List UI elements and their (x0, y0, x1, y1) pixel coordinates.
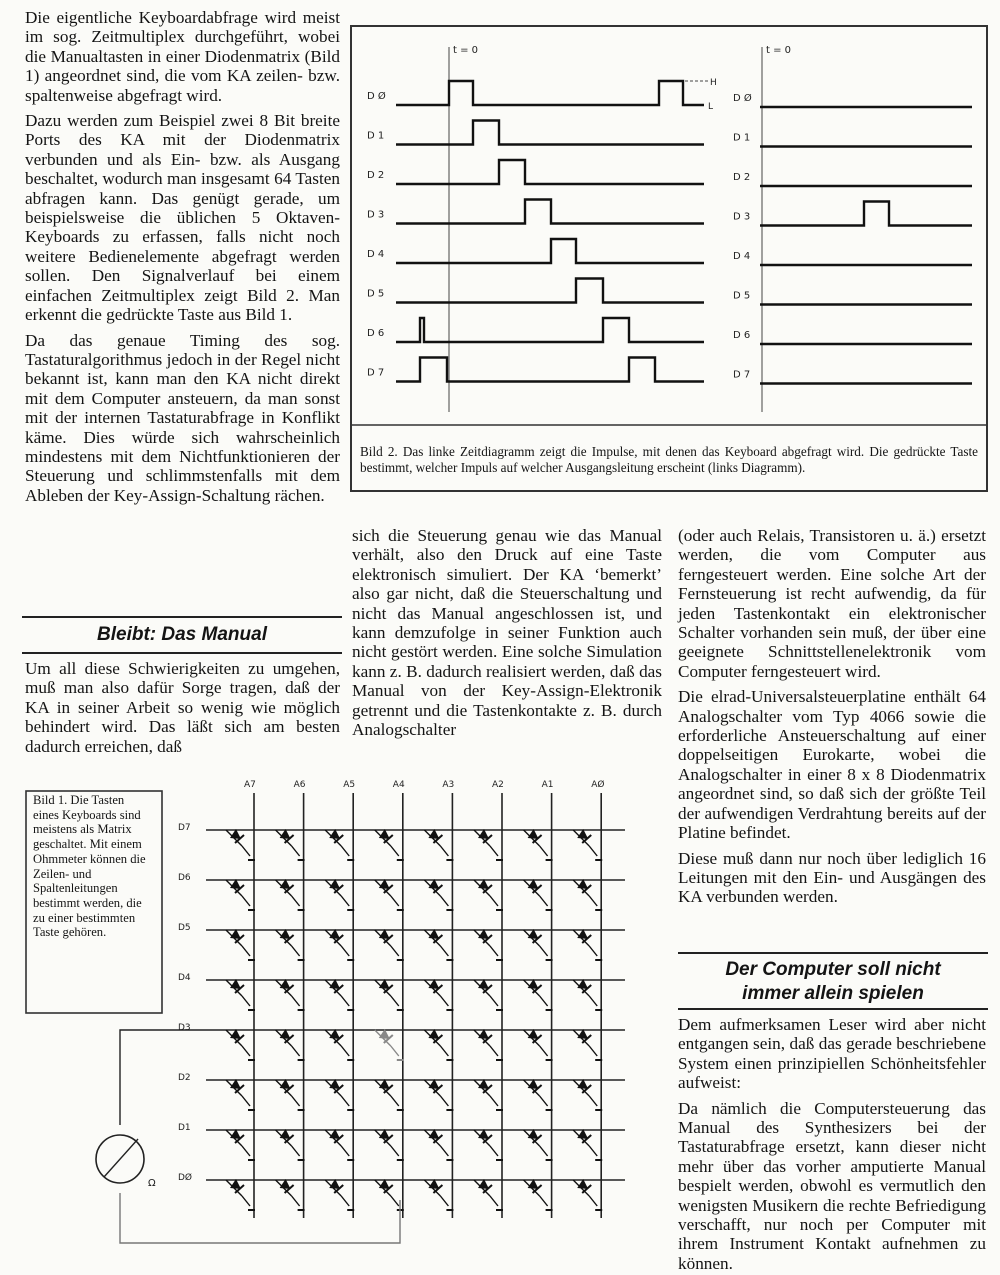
paragraph: Um all diese Schwierigkeiten zu umgehen, muß man also dafür Sorge tragen, daß der KA in seiner Arbeit so wenig wie möglich behindert wird. Das läßt sich am besten dadurch erreichen, daß (25, 659, 340, 756)
switch-lever (341, 1096, 349, 1106)
matrix-key (276, 1079, 305, 1110)
row-label: D7 (178, 823, 191, 833)
matrix-key (573, 1029, 602, 1060)
matrix-key (226, 979, 255, 1010)
paragraph: Die eigentliche Keyboardabfrage wird meist im sog. Zeitmultiplex durchgeführt, wobei die Manualtasten in einer Diodenmatrix (Bild 1) angeordnet sind, die vom KA zeilen- bzw. spaltenweise abgefragt wird. (25, 8, 340, 105)
switch-lever (341, 896, 349, 906)
matrix-key (276, 1179, 305, 1210)
column-1-text (25, 8, 340, 505)
switch-lever (292, 846, 300, 856)
meter-wire (120, 1030, 206, 1125)
line-label: D 5 (367, 288, 385, 300)
line-label: D 2 (733, 172, 751, 183)
line-label: D 1 (367, 130, 385, 142)
switch-lever (440, 946, 448, 956)
heading-rule-top (22, 616, 342, 618)
matrix-key (524, 929, 553, 960)
ohm-symbol: Ω (148, 1178, 156, 1189)
switch-lever (540, 846, 548, 856)
line-label: D 7 (733, 369, 751, 381)
matrix-key (226, 879, 255, 910)
switch-lever (490, 1196, 498, 1206)
switch-lever (440, 1196, 448, 1206)
matrix-key (375, 929, 404, 960)
paragraph: Dem aufmerksamen Leser wird aber nicht entgangen sein, daß das gerade beschriebene System einen prinzipiellen Schönheitsfehler aufweist: (678, 1015, 986, 1093)
switch-lever (440, 896, 448, 906)
switch-lever (292, 946, 300, 956)
signal-trace (396, 160, 704, 184)
row-label: D6 (178, 873, 191, 883)
matrix-key (424, 1179, 453, 1210)
switch-lever (540, 1196, 548, 1206)
switch-lever (341, 946, 349, 956)
matrix-key (276, 929, 305, 960)
matrix-key (474, 879, 503, 910)
section-heading: Bleibt: Das Manual (97, 624, 267, 645)
switch-lever (242, 1196, 250, 1206)
switch-lever (589, 1046, 597, 1056)
matrix-key (573, 879, 602, 910)
figure-2-timing-diagram (350, 25, 988, 492)
signal-trace (396, 318, 704, 342)
switch-lever (341, 1146, 349, 1156)
switch-lever (292, 1196, 300, 1206)
matrix-key (226, 1079, 255, 1110)
paragraph: Diese muß dann nur noch über lediglich 16 Leitungen mit den Ein- und Ausgängen des KA verbunden werden. (678, 848, 986, 907)
column-label: A6 (293, 780, 306, 790)
switch-lever (589, 1196, 597, 1206)
high-label: H (710, 78, 717, 88)
line-label: D 5 (733, 290, 751, 302)
row-label: DØ (178, 1173, 193, 1183)
column-1-continued (25, 659, 340, 756)
row-label: D5 (178, 923, 191, 933)
matrix-key (325, 879, 354, 910)
matrix-key (424, 879, 453, 910)
matrix-key (226, 929, 255, 960)
section-heading-line: immer allein spielen (742, 983, 924, 1004)
signal-trace (396, 200, 704, 224)
signal-trace (396, 121, 704, 145)
switch-lever (242, 946, 250, 956)
line-label: D 2 (367, 170, 385, 181)
matrix-key (474, 1079, 503, 1110)
switch-lever (391, 846, 399, 856)
matrix-key (276, 879, 305, 910)
figure-2-caption: Bild 2. Das linke Zeitdiagramm zeigt die Impulse, mit denen das Keyboard abgefragt wird. Die gedrückte Taste bestimmt, welcher Impuls auf welcher Ausgangsleitung erscheint (links Diagramm). (360, 444, 978, 475)
line-label: D 3 (367, 209, 385, 221)
switch-lever (490, 1046, 498, 1056)
switch-lever (589, 996, 597, 1006)
column-2-text (352, 526, 662, 739)
line-label: D 3 (733, 211, 751, 223)
section-heading (678, 958, 988, 1006)
heading-rule-bottom (22, 652, 342, 654)
column-label: A2 (492, 780, 504, 790)
switch-lever (391, 1096, 399, 1106)
low-label: L (708, 102, 714, 112)
matrix-key (424, 979, 453, 1010)
matrix-key (325, 929, 354, 960)
matrix-key (573, 1179, 602, 1210)
switch-lever (391, 996, 399, 1006)
switch-lever (341, 1046, 349, 1056)
line-label: D 4 (367, 249, 385, 260)
paragraph: Die elrad-Universalsteuerplatine enthält 64 Analogschalter vom Typ 4066 sowie die erforderliche Ansteuerschaltung auf einer doppelseitigen Eurokarte, wobei die Analogschalter in einer 8 x 8 Diodenmatrix angeordnet sind, so daß sich der größte Teil der aufwendigen Verdrahtung bereits auf der Platine befindet. (678, 687, 986, 843)
matrix-key (276, 1129, 305, 1160)
line-label: D 6 (733, 330, 751, 341)
signal-trace (396, 279, 704, 303)
matrix-key (375, 1029, 404, 1060)
switch-lever (292, 1146, 300, 1156)
column-3-continued (678, 1015, 986, 1273)
matrix-key (424, 1079, 453, 1110)
switch-lever (391, 1196, 399, 1206)
matrix-key (524, 829, 553, 860)
switch-lever (292, 1046, 300, 1056)
switch-lever (490, 946, 498, 956)
switch-lever (292, 996, 300, 1006)
paragraph: (oder auch Relais, Transistoren u. ä.) ersetzt werden, die vom Computer aus ferngesteuert werden. Eine solche Art der Fernsteuerung ist recht aufwendig, da für jeden Tastenkontakt ein elektronischer Schalter vorhanden sein muß, der über eine geeignete Schnittstellenelektronik vom Computer ferngesteuert wird. (678, 526, 986, 681)
timing-diagram-svg (352, 27, 986, 437)
column-label: A7 (244, 780, 256, 790)
matrix-key (325, 1179, 354, 1210)
signal-trace (396, 239, 704, 263)
matrix-key (474, 1029, 503, 1060)
row-label: D3 (178, 1023, 191, 1033)
matrix-key (375, 1079, 404, 1110)
matrix-key (226, 1029, 255, 1060)
row-label: D1 (178, 1123, 191, 1133)
switch-lever (391, 896, 399, 906)
switch-lever (242, 896, 250, 906)
matrix-key (573, 1079, 602, 1110)
matrix-key (424, 829, 453, 860)
switch-lever (440, 846, 448, 856)
matrix-key (424, 929, 453, 960)
switch-lever (242, 1046, 250, 1056)
switch-lever (440, 1146, 448, 1156)
matrix-key (524, 1029, 553, 1060)
matrix-key (524, 1079, 553, 1110)
switch-lever (540, 1146, 548, 1156)
signal-trace (396, 358, 704, 382)
matrix-key (474, 929, 503, 960)
switch-lever (540, 996, 548, 1006)
signal-trace (760, 202, 972, 226)
column-label: A4 (392, 780, 405, 790)
switch-lever (589, 1146, 597, 1156)
signal-trace (396, 81, 704, 105)
paragraph: Dazu werden zum Beispiel zwei 8 Bit breite Ports des KA mit der Diodenmatrix verbunden und als Ein- bzw. als Ausgang beschaltet, wodurch man insgesamt 64 Tasten abfragen kann. Das genügt gerade, um beispielsweise die üblichen 5 Oktaven-Keyboards zu erfassen, falls nicht noch weitere Bedienelemente abgefragt werden sollen. Den Signalverlauf bei einem einfachen Zeitmultiplex zeigt Bild 2. Man erkennt die gedrückte Taste aus Bild 1. (25, 111, 340, 325)
figure-1-caption: Bild 1. Die Tasten eines Keyboards sind meistens als Matrix geschaltet. Mit einem Ohmmeter können die Zeilen- und Spaltenleitungen bestimmt werden, die zu einer bestimmten Taste gehören. (33, 793, 146, 940)
switch-lever (490, 1146, 498, 1156)
matrix-key (276, 1029, 305, 1060)
matrix-key (524, 879, 553, 910)
matrix-key (573, 929, 602, 960)
column-label: AØ (591, 780, 605, 790)
line-label: D 1 (733, 132, 751, 144)
switch-lever (540, 1046, 548, 1056)
matrix-key (573, 1129, 602, 1160)
matrix-key (474, 1179, 503, 1210)
matrix-key (474, 1129, 503, 1160)
matrix-key (573, 829, 602, 860)
paragraph: Da nämlich die Computersteuerung das Manual des Synthesizers bei der Tastaturabfrage ersetzt, kann dieser nicht mehr über das vorher amputierte Manual bespielt werden, obwohl es vermutlich den wenigsten Musikern die rechte Befriedigung verschafft, nur noch per Computer mit ihrem Instrument Kontakt aufnehmen zu können. (678, 1098, 986, 1273)
switch-lever (490, 996, 498, 1006)
paragraph: Da das genaue Timing des sog. Tastaturalgorithmus jedoch in der Regel nicht bekannt ist, kann man den KA nicht direkt mit dem Computer ansteuern, da man sonst mit der internen Tastaturabfrage in Konflikt käme. Dies würde sich wahrscheinlich mindestens mit dem Nichtfunktionieren der Steuerung und schlimmstenfalls mit dem Ableben der Key-Assign-Schaltung rächen. (25, 330, 340, 505)
matrix-key (524, 979, 553, 1010)
matrix-key (325, 1029, 354, 1060)
matrix-key (474, 979, 503, 1010)
matrix-key (375, 1129, 404, 1160)
switch-lever (589, 1096, 597, 1106)
switch-lever (490, 846, 498, 856)
matrix-key (424, 1029, 453, 1060)
matrix-key (325, 1129, 354, 1160)
row-label: D4 (178, 973, 191, 983)
line-label: D 6 (367, 328, 385, 339)
matrix-key (573, 979, 602, 1010)
matrix-key (474, 829, 503, 860)
column-label: A1 (541, 780, 554, 790)
row-label: D2 (178, 1073, 191, 1083)
matrix-key (524, 1129, 553, 1160)
switch-lever (440, 996, 448, 1006)
switch-lever (242, 996, 250, 1006)
switch-lever (589, 896, 597, 906)
switch-lever (540, 896, 548, 906)
switch-lever (341, 846, 349, 856)
matrix-key (424, 1129, 453, 1160)
switch-lever (292, 896, 300, 906)
meter-wire (120, 1193, 400, 1243)
switch-lever (490, 1096, 498, 1106)
matrix-key (226, 829, 255, 860)
switch-lever (540, 946, 548, 956)
switch-lever (391, 1046, 399, 1056)
ohmmeter-needle (104, 1139, 138, 1177)
matrix-key (325, 979, 354, 1010)
line-label: D 7 (367, 367, 385, 379)
matrix-key (276, 979, 305, 1010)
paragraph: sich die Steuerung genau wie das Manual verhält, also den Druck auf eine Taste elektronisch simuliert. Der KA ‘bemerkt’ also gar nicht, daß die Steuerschaltung und nicht das Manual angeschlossen ist, und kann demzufolge in seiner Funktion auch nicht gestört werden. Eine solche Simulation kann z. B. dadurch realisiert werden, daß das Manual von der Key-Assign-Elektronik getrennt und die Tastenkontakte z. B. durch Analogschalter (352, 526, 662, 740)
matrix-key (524, 1179, 553, 1210)
switch-lever (242, 1096, 250, 1106)
line-label: D Ø (733, 93, 752, 104)
t0-label-left: t = 0 (453, 45, 479, 56)
switch-lever (391, 946, 399, 956)
switch-lever (242, 1146, 250, 1156)
heading-rule-top (678, 952, 988, 954)
switch-lever (391, 1146, 399, 1156)
matrix-key (276, 829, 305, 860)
column-label: A3 (442, 780, 455, 790)
switch-lever (589, 846, 597, 856)
matrix-key (226, 1129, 255, 1160)
switch-lever (292, 1096, 300, 1106)
switch-lever (589, 946, 597, 956)
switch-lever (341, 1196, 349, 1206)
section-heading-line: Der Computer soll nicht (725, 959, 941, 980)
matrix-key (375, 879, 404, 910)
heading-rule-bottom (678, 1008, 988, 1010)
switch-lever (440, 1046, 448, 1056)
t0-label-right: t = 0 (766, 45, 792, 56)
column-label: A5 (343, 780, 356, 790)
line-label: D Ø (367, 91, 386, 102)
matrix-key (375, 979, 404, 1010)
switch-lever (242, 846, 250, 856)
line-label: D 4 (733, 251, 751, 262)
column-3-text (678, 526, 986, 907)
matrix-key (375, 829, 404, 860)
matrix-key (226, 1179, 255, 1210)
switch-lever (540, 1096, 548, 1106)
matrix-key (325, 829, 354, 860)
switch-lever (490, 896, 498, 906)
switch-lever (440, 1096, 448, 1106)
matrix-key (325, 1079, 354, 1110)
switch-lever (341, 996, 349, 1006)
